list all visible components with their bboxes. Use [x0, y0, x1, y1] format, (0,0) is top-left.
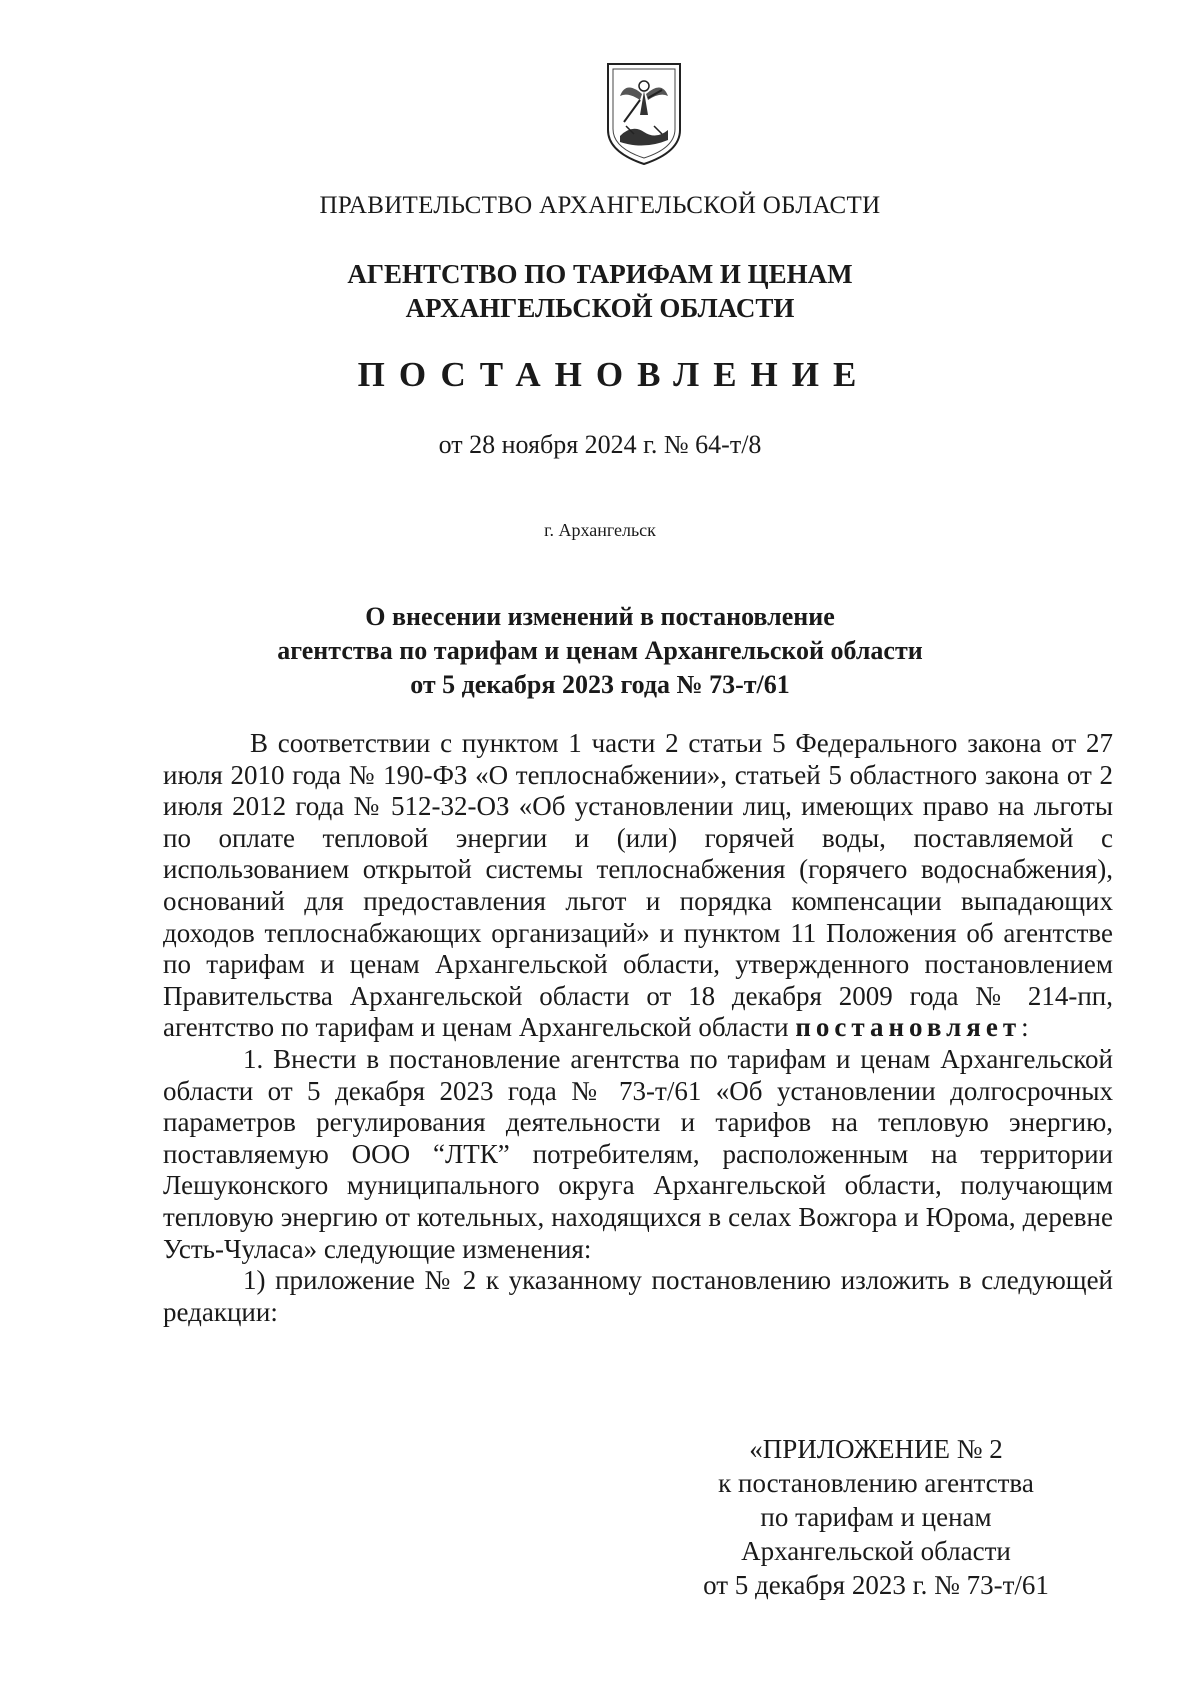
- document-body: [163, 728, 1113, 1328]
- appendix-header: [676, 1432, 1076, 1602]
- document-city: г. Архангельск: [544, 520, 656, 540]
- agency-title: [0, 257, 1200, 325]
- item-1-paragraph: 1. Внести в постановление агентства по тарифам и ценам Архангельской области от 5 декабря 2023 года № 73-т/61 «Об установлении долгосрочных параметров регулирования деятельности и тарифов на тепловую энергию, поставляемую ООО “ЛТК” потребителям, расположенным на территории Лешуконского муниципального округа Архангельской области, получающим тепловую энергию от котельных, находящихся в селах Вожгора и Юрома, деревне Усть-Чуласа» следующие изменения:: [163, 1043, 1113, 1264]
- appendix-line2: к постановлению агентства: [718, 1468, 1034, 1498]
- subject-line3: от 5 декабря 2023 года № 73-т/61: [410, 670, 790, 699]
- resolves-punctuation: :: [1021, 1012, 1029, 1043]
- document-date-number: от 28 ноября 2024 г. № 64-т/8: [438, 430, 762, 459]
- appendix-line4: Архангельской области: [741, 1536, 1011, 1566]
- government-title: ПРАВИТЕЛЬСТВО АРХАНГЕЛЬСКОЙ ОБЛАСТИ: [319, 192, 881, 219]
- preamble-paragraph: [163, 728, 1113, 1044]
- item-1-1-paragraph: 1) приложение № 2 к указанному постановлению изложить в следующей редакции:: [163, 1265, 1113, 1327]
- document-subject: [0, 600, 1200, 702]
- agency-title-line2: АРХАНГЕЛЬСКОЙ ОБЛАСТИ: [405, 293, 795, 323]
- appendix-line3: по тарифам и ценам: [760, 1502, 992, 1532]
- subject-line1: О внесении изменений в постановление: [365, 602, 835, 631]
- appendix-line5: от 5 декабря 2023 г. № 73-т/61: [703, 1570, 1049, 1600]
- resolves-word: постановляет: [795, 1012, 1022, 1043]
- subject-line2: агентства по тарифам и ценам Архангельской области: [277, 636, 923, 665]
- appendix-line1: «ПРИЛОЖЕНИЕ № 2: [749, 1434, 1003, 1464]
- agency-title-line1: АГЕНТСТВО ПО ТАРИФАМ И ЦЕНАМ: [347, 259, 853, 289]
- preamble-text: В соответствии с пунктом 1 части 2 статьи 5 Федерального закона от 27 июля 2010 года № 190-ФЗ «О теплоснабжении», статьей 5 областного закона от 2 июля 2012 года № 512-32-ОЗ «Об установлении лиц, имеющих право на льготы по оплате тепловой энергии и (или) горячей воды, поставляемой с использованием открытой системы теплоснабжения (горячего водоснабжения), оснований для предоставления льгот и порядка компенсации выпадающих доходов теплоснабжающих организаций» и пунктом 11 Положения об агентстве по тарифам и ценам Архангельской области, утвержденного постановлением Правительства Архангельской области от 18 декабря 2009 года № 214-пп, агентство по тарифам и ценам Архангельской области: [163, 728, 1113, 1043]
- arkhangelsk-coat-of-arms-icon: [604, 60, 684, 168]
- document-type: ПОСТАНОВЛЕНИЕ: [357, 355, 871, 394]
